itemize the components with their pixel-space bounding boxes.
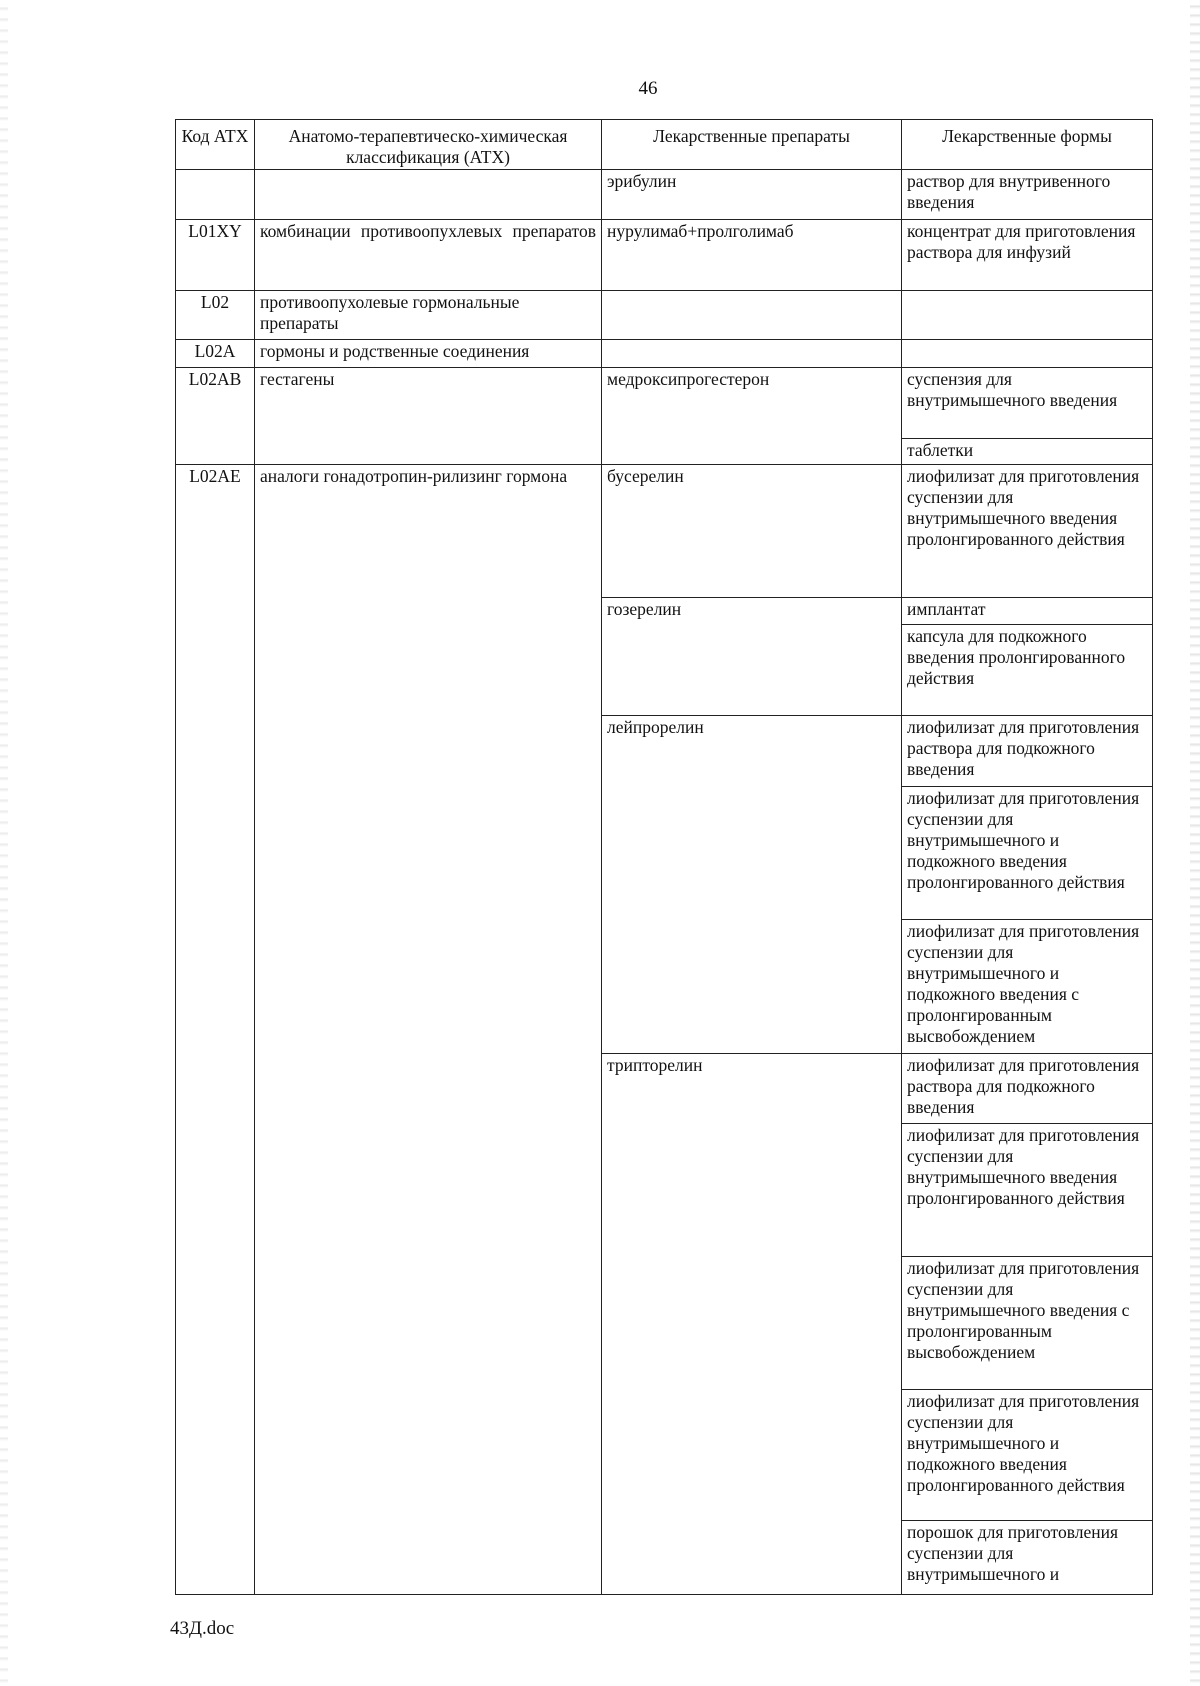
table-row (176, 465, 1153, 598)
cell-atx (255, 170, 602, 220)
header-atx: Анатомо-терапевтическо-химическая классификация (АТХ) (255, 120, 602, 170)
cell-code: L02A (176, 340, 255, 368)
cell-code: L02AB (176, 368, 255, 465)
cell-atx (255, 220, 602, 291)
cell-form: порошок для приготовления суспензии для внутримышечного и (902, 1521, 1153, 1595)
cell-drug (602, 291, 902, 340)
cell-drug: трипторелин (602, 1054, 902, 1595)
cell-form: капсула для подкожного введения пролонгированного действия (902, 625, 1153, 716)
header-row (176, 120, 1153, 170)
header-drugs: Лекарственные препараты (602, 120, 902, 170)
table-row (176, 170, 1153, 220)
cell-form: концентрат для приготовления раствора для инфузий (902, 220, 1153, 291)
table-row (176, 220, 1153, 291)
cell-form: лиофилизат для приготовления суспензии для внутримышечного введения пролонгированного действия (902, 1124, 1153, 1257)
cell-atx: противоопухолевые гормональные препараты (255, 291, 602, 340)
cell-code: L02 (176, 291, 255, 340)
header-code: Код АТХ (176, 120, 255, 170)
cell-form: лиофилизат для приготовления суспензии для внутримышечного и подкожного введения с пролонгированным высвобождением (902, 920, 1153, 1054)
cell-form: имплантат (902, 598, 1153, 625)
cell-drug: лейпрорелин (602, 716, 902, 1054)
cell-form (902, 340, 1153, 368)
cell-atx: аналоги гонадотропин-рилизинг гормона (255, 465, 602, 1595)
cell-atx: гестагены (255, 368, 602, 465)
cell-drug: медроксипрогестерон (602, 368, 902, 465)
cell-form: лиофилизат для приготовления суспензии для внутримышечного и подкожного введения пролонгированного действия (902, 787, 1153, 920)
cell-form: таблетки (902, 439, 1153, 465)
cell-drug: нурулимаб+пролголимаб (602, 220, 902, 291)
page-number: 46 (638, 78, 658, 99)
cell-form (902, 291, 1153, 340)
cell-code: L02AE (176, 465, 255, 1595)
cell-code (176, 170, 255, 220)
footer-filename: 43Д.doc (170, 1618, 235, 1639)
table-row (176, 340, 1153, 368)
cell-drug: гозерелин (602, 598, 902, 716)
scan-edge-left (0, 0, 8, 1686)
scan-edge-right (1190, 0, 1200, 1686)
cell-atx: гормоны и родственные соединения (255, 340, 602, 368)
table-row (176, 368, 1153, 439)
cell-form: лиофилизат для приготовления суспензии для внутримышечного и подкожного введения пролонгированного действия (902, 1390, 1153, 1521)
cell-form: лиофилизат для приготовления суспензии для внутримышечного введения с пролонгированным высвобождением (902, 1257, 1153, 1390)
table-row (176, 291, 1153, 340)
cell-form: раствор для внутривенного введения (902, 170, 1153, 220)
cell-form: лиофилизат для приготовления раствора для подкожного введения (902, 716, 1153, 787)
cell-drug: бусерелин (602, 465, 902, 598)
cell-form: лиофилизат для приготовления раствора для подкожного введения (902, 1054, 1153, 1124)
cell-drug (602, 340, 902, 368)
cell-form: лиофилизат для приготовления суспензии для внутримышечного введения пролонгированного действия (902, 465, 1153, 598)
header-forms: Лекарственные формы (902, 120, 1153, 170)
cell-code: L01XY (176, 220, 255, 291)
atx-table (175, 119, 1153, 1595)
cell-form: суспензия для внутримышечного введения (902, 368, 1153, 439)
cell-drug: эрибулин (602, 170, 902, 220)
atx-text: комбинации противоопухлевых препаратов (260, 221, 596, 241)
